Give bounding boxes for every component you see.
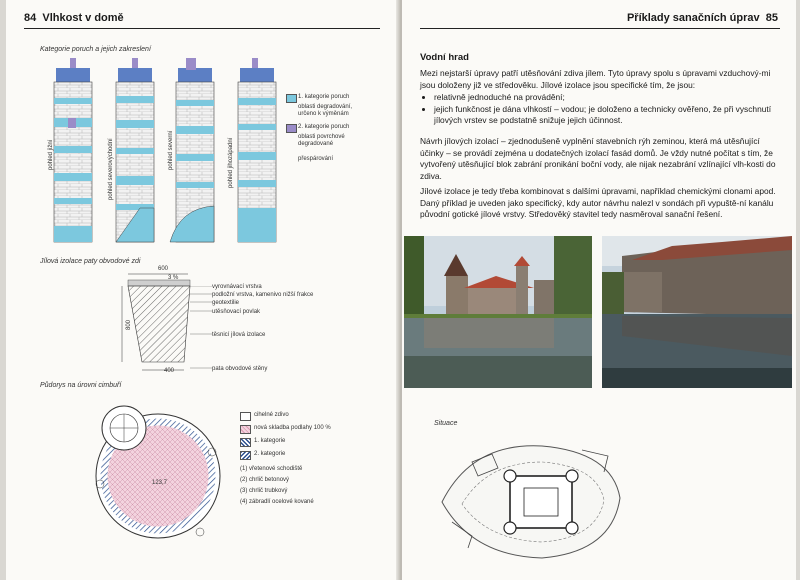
fig3-legend-swatch-4 bbox=[240, 451, 251, 460]
fig3-symbol-4: (4) zábradlí ocelové kované bbox=[240, 499, 314, 505]
fig3-symbol-1: (1) vřetenové schodiště bbox=[240, 466, 303, 472]
left-running-head: Vlhkost v domě bbox=[42, 12, 124, 24]
fig3-symbol-2: (2) chrlič betonový bbox=[240, 477, 290, 483]
paragraph-2: Návrh jílových izolací – zjednodušeně vyplnění stavebních rýh zeminou, která má utěsňující účinky – se provádí zejména u dodatečných izolací fasád domů. Je vždy nutné počítat s tím, že vytvořený utěsňující blok zabrání pronikání boční vody, ale nijak nezabrání vzlínající vlh-kosti do zdiva. bbox=[420, 136, 776, 181]
fig3-symbol-2-label: chrlič betonový bbox=[249, 477, 290, 483]
fig3-legend-swatch-1 bbox=[240, 412, 251, 421]
battlement-floor-plan bbox=[80, 392, 230, 552]
fig2-label-4: utěsňovací povlak bbox=[212, 309, 261, 315]
fig3-legend-swatch-2 bbox=[240, 425, 251, 434]
section-title: Vodní hrad bbox=[420, 52, 469, 63]
tower-south bbox=[54, 58, 92, 242]
tower-north bbox=[170, 58, 214, 242]
bullet-item-1: • relativně jednoduché na provádění; bbox=[434, 92, 782, 104]
dim-bottom: 400 bbox=[164, 368, 175, 374]
slope-label: 3 % bbox=[168, 275, 179, 281]
fig3-symbol-4-label: zábradlí ocelové kované bbox=[249, 499, 314, 505]
fig3-symbol-3-sym: 3 bbox=[242, 488, 246, 494]
fig3-legend-swatch-3 bbox=[240, 438, 251, 447]
left-page bbox=[6, 0, 398, 580]
paragraph-1: Mezi nejstarší úpravy patří utěsňování zdiva jílem. Tyto úpravy spolu s úpravami vzduchový-mi jsou doloženy již ve středověku. Jílové izolace jsou specifické tím, že jsou: bbox=[420, 68, 771, 90]
castle-photo-right bbox=[602, 236, 792, 388]
fig3-symbol-3-label: chrlič trubkový bbox=[249, 488, 288, 494]
right-header bbox=[627, 12, 778, 24]
tower-elevations bbox=[40, 58, 290, 248]
view-label-southwest: pohled jihozápadní bbox=[228, 137, 234, 188]
fig3-symbol-1-label: vřetenové schodiště bbox=[249, 466, 303, 472]
fig3-legend-1: cihelné zdivo bbox=[254, 412, 289, 418]
view-label-north: pohled severní bbox=[168, 130, 174, 170]
view-label-northeast: pohled severovýchodní bbox=[108, 138, 114, 200]
castle-photo-left bbox=[404, 236, 592, 388]
fig3-legend-2: nová skladba podlahy 100 % bbox=[254, 425, 331, 431]
legend-cat1-note: oblasti degradování, určeno k výměnám bbox=[298, 104, 353, 117]
fig1-caption: Kategorie poruch a jejich zakreslení bbox=[40, 46, 151, 53]
right-page bbox=[402, 0, 796, 580]
left-header bbox=[24, 12, 124, 24]
legend-cat2-note: oblasti povrchové degradované bbox=[298, 134, 345, 147]
right-page-number: 85 bbox=[765, 12, 778, 24]
paragraph-3: Jílové izolace je tedy třeba kombinovat s dalšími úpravami, například chemickými clonami apod. Daný příklad je uveden jako specifický, kdy autor návrhu nalezl v sondách při vypuště-ní kanálu původní gotické jílové vrstvy. Středověký stavitel tedy nasměroval sanační řešení. bbox=[420, 186, 776, 219]
fig3-legend-3: 1. kategorie bbox=[254, 438, 286, 444]
fig2-leader-lines bbox=[190, 286, 212, 370]
fig2-label-2: podložní vrstva, kamenivo nižší frakce bbox=[212, 292, 314, 298]
view-label-south: pohled jižní bbox=[48, 139, 54, 170]
left-page-number: 84 bbox=[24, 12, 37, 24]
right-running-head: Příklady sanačních úprav bbox=[626, 12, 760, 24]
fig3-legend-4: 2. kategorie bbox=[254, 451, 286, 457]
fig3-symbol-4-sym: 4 bbox=[242, 499, 246, 505]
legend-cat2-label: 2. kategorie poruch bbox=[298, 124, 350, 130]
left-header-rule bbox=[24, 28, 380, 29]
fig2-label-1: vyrovnávací vrstva bbox=[212, 284, 262, 290]
legend-cat2-swatch bbox=[286, 124, 297, 133]
legend-cat1-swatch bbox=[286, 94, 297, 103]
fig2-label-5: těsnicí jílová izolace bbox=[212, 332, 266, 338]
right-header-rule bbox=[420, 28, 780, 29]
situace-caption: Situace bbox=[434, 420, 458, 427]
legend-cat1-label: 1. kategorie poruch bbox=[298, 94, 350, 100]
fig2-label-6: pata obvodové stěny bbox=[212, 366, 268, 372]
site-plan-drawing bbox=[432, 432, 632, 564]
bullet-item-2: • jejich funkčnost je dána vlhkostí – vodou; je doloženo a technicky ověřeno, že při vyschnutí jílových vrstev se podstatně snižuje jejich účinnost. bbox=[434, 104, 782, 127]
legend-extra-note: přespárování bbox=[298, 156, 334, 162]
fig3-caption: Půdorys na úrovni cimbuří bbox=[40, 382, 122, 389]
fig3-symbol-3: (3) chrlič trubkový bbox=[240, 488, 288, 494]
tower-southwest bbox=[238, 58, 276, 242]
dim-side: 800 bbox=[126, 319, 132, 330]
tower-northeast bbox=[116, 58, 154, 242]
fig2-caption: Jílová izolace paty obvodové zdi bbox=[40, 258, 141, 265]
bullet-list bbox=[420, 92, 782, 127]
fig3-symbol-1-sym: 1 bbox=[242, 466, 246, 472]
fig2-label-3: geotextilie bbox=[212, 300, 240, 306]
fig3-center-label: 123,7 bbox=[152, 480, 168, 486]
dim-top: 600 bbox=[158, 266, 169, 272]
fig3-symbol-2-sym: 2 bbox=[242, 477, 246, 483]
